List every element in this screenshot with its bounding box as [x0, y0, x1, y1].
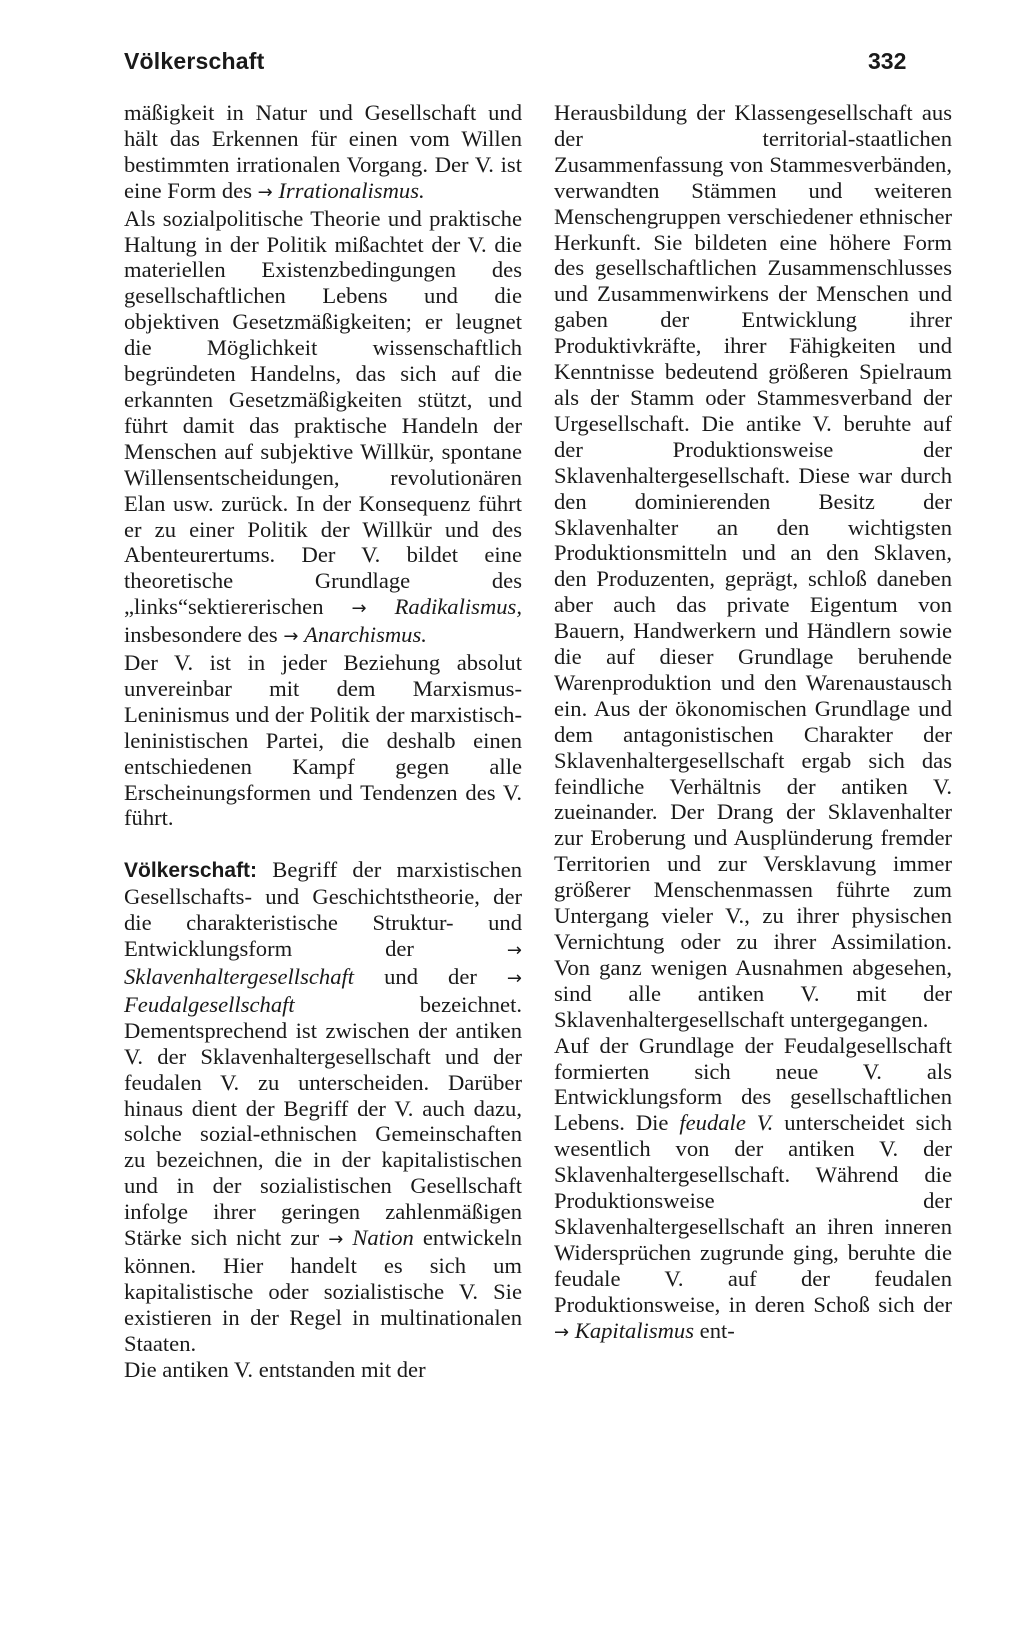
running-head: Völkerschaft: [124, 48, 265, 74]
right-column: [554, 100, 952, 1346]
cross-reference-feudalgesellschaft: Feudalgesellschaft: [124, 991, 295, 1017]
paragraph-text: Herausbildung der Klassengesellschaft aus der territorial-staatlichen Zusammenfassung von Stammesverbänden, verwandten Stämmen und weiteren Menschengruppen verschiedener ethnischer Herkunft. Sie bildeten eine höhere Form des gesellschaftlichen Zusammenschlusses und Zusammenwirkens der Menschen und gaben der Entwicklung ihrer Produktivkräfte, ihrer Fähigkeiten und Kenntnisse bedeutend größeren Spielraum als der Stamm oder Stammesverband der Urgesellschaft. Die antike V. beruhte auf der Produktionsweise der Sklavenhaltergesellschaft. Diese war durch den dominierenden Besitz der Sklavenhalter an den wichtigsten Produktionsmitteln und an den Sklaven, den Produzenten, geprägt, schloß daneben aber auch das private Eigentum von Bauern, Handwerkern und Händlern sowie die auf dieser Grundlage beruhende Warenproduktion und den Warenaustausch ein. Aus der ökonomischen Grundlage und dem antagonistischen Charakter der Sklavenhaltergesellschaft ergab sich das feindliche Verhältnis der antiken V. zueinander. Der Drang der Sklavenhalter zur Eroberung und Ausplünderung fremder Territorien und zur Versklavung immer größerer Menschenmassen führte zum Untergang vieler V., zu ihrer physischen Vernichtung oder zu ihrer Assimilation. Von ganz wenigen Ausnahmen abgesehen, sind alle antiken V. mit der Sklavenhaltergesellschaft untergegangen.: [554, 100, 952, 1032]
entry-headword: Völkerschaft:: [124, 859, 258, 883]
paragraph-text: Der V. ist in jeder Beziehung absolut unvereinbar mit dem Marxismus-Leninismus und der Politik der marxistisch-leninistischen Partei, die deshalb einen entschiedenen Kampf gegen alle Erscheinungsformen und Tendenzen des V. führt.: [124, 650, 522, 831]
entry-spacer: [124, 831, 522, 857]
paragraph-feudalgesellschaft: [554, 1033, 952, 1346]
right-arrow-icon: →: [283, 626, 299, 648]
paragraph-text: ent-: [694, 1317, 735, 1343]
paragraph-text: unterscheidet sich wesentlich von der antiken V. der Sklavenhaltergesellschaft. Während die Produktionsweise der Sklavenhaltergesellschaft an ihren inneren Widersprüchen zugrunde ging, beruhte die feudale V. auf der feudalen Produktionsweise, in deren Schoß sich der: [554, 1110, 953, 1317]
paragraph-antike-voelkerschaft-start: [124, 1357, 522, 1383]
cross-reference-nation: Nation: [352, 1225, 414, 1251]
cross-reference-sklavenhaltergesellschaft: Sklavenhaltergesellschaft: [124, 964, 355, 989]
paragraph-text: Die antiken V. entstanden mit der: [124, 1356, 426, 1382]
paragraph-text: Als sozialpolitische Theorie und praktische Haltung in der Politik mißachtet der V. die materiellen Existenzbedingungen des gesellschaftlichen Lebens und die objektiven Gesetzmäßigkeiten; er leugnet die Möglichkeit wissenschaftlich begründeten Handelns, das sich auf die erkannten Gesetzmäßigkeiten stützt, und führt damit das praktische Handeln der Menschen auf subjektive Willkür, spontane Willensentscheidungen, revolutionären Elan usw. zurück. In der Konsequenz führt er zu einer Politik der Willkür und des Abenteurertums. Der V. bildet eine theoretische Grundlage des „links“sektiererischen: [124, 205, 522, 620]
entry-voelkerschaft: [124, 857, 522, 1356]
right-arrow-icon: →: [257, 181, 273, 203]
paragraph-herausbildung: [554, 100, 952, 1033]
emphasis-feudale-v: feudale V.: [679, 1110, 774, 1136]
paragraph-text: insbesondere des: [124, 622, 284, 648]
right-arrow-icon: →: [328, 1229, 344, 1251]
cross-reference-anarchismus: Anarchismus.: [304, 622, 427, 648]
right-arrow-icon: →: [506, 968, 522, 989]
paragraph-text: Auf der Grundlage der Feudalgesellschaft formierten sich neue V. als Entwicklungsform des gesellschaftlichen Lebens. Die: [554, 1032, 952, 1136]
paragraph-unvereinbar: [124, 650, 522, 831]
paragraph-sozialpolitische-theorie: [124, 206, 522, 650]
cross-reference-kapitalismus: Kapitalismus: [574, 1317, 695, 1343]
paragraph-text: und der: [354, 964, 507, 989]
left-column: [124, 100, 522, 1383]
cross-reference-radikalismus: Radikalismus,: [394, 594, 522, 620]
paragraph-irrationalismus: [124, 100, 522, 206]
paragraph-text: mäßigkeit in Natur und Gesellschaft und hält das Erkennen für einen vom Willen bestimmten irrationalen Vorgang. Der V. ist eine Form des: [124, 100, 522, 203]
right-arrow-icon: →: [506, 940, 522, 962]
right-arrow-icon: →: [554, 1321, 570, 1343]
right-arrow-icon: →: [351, 598, 367, 620]
cross-reference-irrationalismus: Irrationalismus.: [278, 177, 425, 203]
paragraph-text: entwickeln können. Hier handelt es sich um kapitalistische oder sozialistische V. Sie existieren in der Regel in multinationalen Staaten.: [124, 1225, 523, 1356]
page-number: 332: [868, 48, 907, 74]
paragraph-text: Begriff der marxistischen Gesellschafts- und Geschichtstheorie, der die charakteristische Struktur- und Entwicklungsform der: [124, 857, 522, 962]
paragraph-text: bezeichnet. Dementsprechend ist zwischen der antiken V. der Sklavenhaltergesellschaft und der feudalen V. zu unterscheiden. Darüber hinaus dient der Begriff der V. auch dazu, solche sozial-ethnischen Gemeinschaften zu bezeichnen, die in der kapitalistischen und in der sozialistischen Gesellschaft infolge ihrer geringen zahlenmäßigen Stärke sich nicht zur: [124, 991, 522, 1251]
